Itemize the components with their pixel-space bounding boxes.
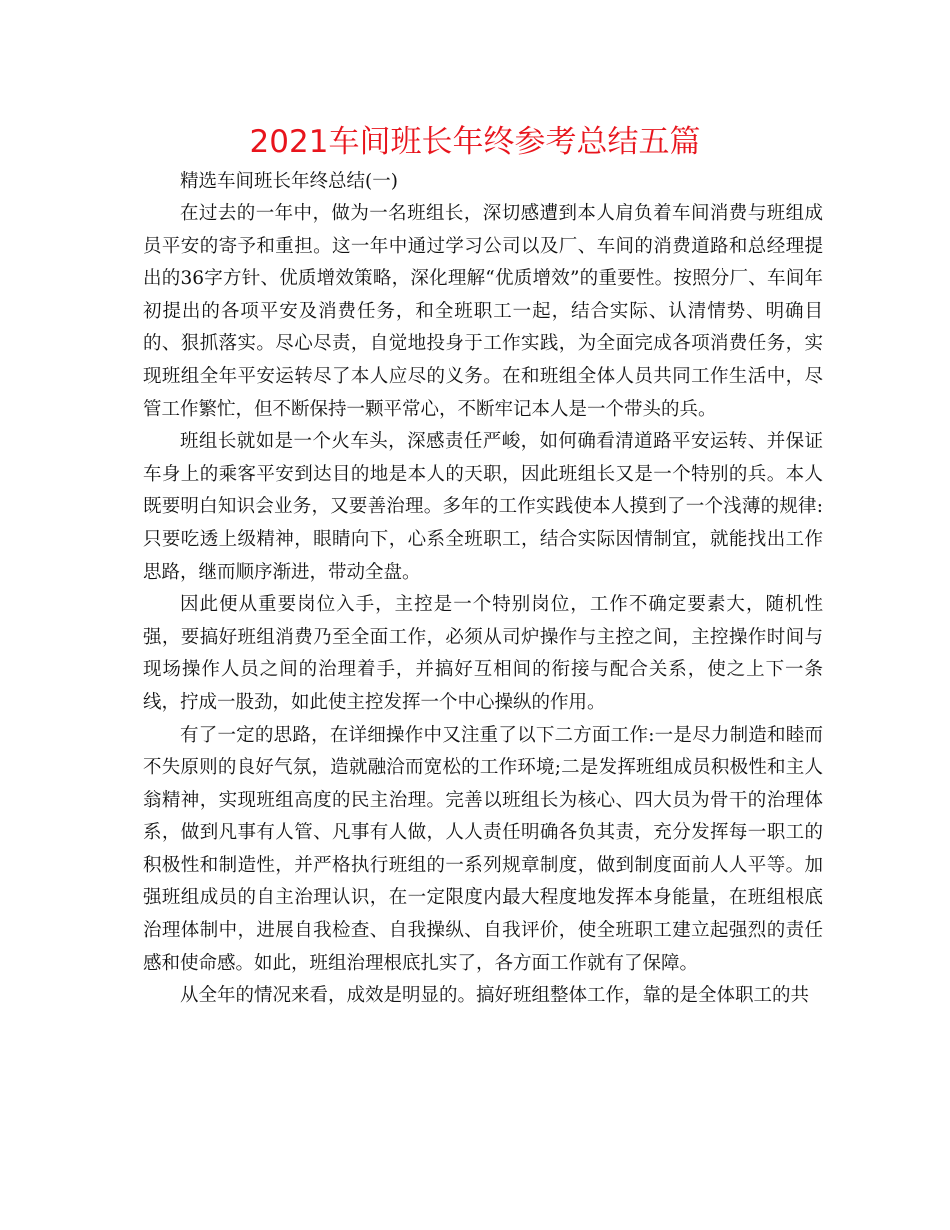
body-paragraph: 有了一定的思路，在详细操作中又注重了以下二方面工作:一是尽力制造和睦而不失原则的良好气氛，造就融洽而宽松的工作环境;二是发挥班组成员积极性和主人翁精神，实现班组高度的民主治理。完善以班组长为核心、四大员为骨干的治理体系，做到凡事有人管、凡事有人做，人人责任明确各负其责，充分发挥每一职工的积极性和制造性，并严格执行班组的一系列规章制度，做到制度面前人人平等。加强班组成员的自主治理认识，在一定限度内最大程度地发挥本身能量，在班组根底治理体制中，进展自我检查、自我操纵、自我评价，使全班职工建立起强烈的责任感和使命感。如此，班组治理根底扎实了，各方面工作就有了保障。 xyxy=(143,724,823,974)
body-paragraph: 从全年的情况来看，成效是明显的。搞好班组整体工作，靠的是全体职工的共 xyxy=(180,985,810,1007)
document-title: 2021车间班长年终参考总结五篇 xyxy=(249,124,701,160)
body-paragraph: 班组长就如是一个火车头，深感责任严峻，如何确看清道路平安运转、并保证车身上的乘客平安到达目的地是本人的天职，因此班组长又是一个特别的兵。本人既要明白知识会业务，又要善治理。多年的工作实践使本人摸到了一个浅薄的规律:只要吃透上级精神，眼睛向下，心系全班职工，结合实际因情制宜，就能找出工作思路，继而顺序渐进，带动全盘。 xyxy=(143,431,823,583)
section-subtitle: 精选车间班长年终总结(一) xyxy=(180,171,398,192)
body-paragraph: 在过去的一年中，做为一名班组长，深切感遭到本人肩负着车间消费与班组成员平安的寄予和重担。这一年中通过学习公司以及厂、车间的消费道路和总经理提出的36字方针、优质增效策略，深化理解“优质增效”的重要性。按照分厂、车间年初提出的各项平安及消费任务，和全班职工一起，结合实际、认清情势、明确目的、狠抓落实。尽心尽责，自觉地投身于工作实践，为全面完成各项消费任务，实现班组全年平安运转尽了本人应尽的义务。在和班组全体人员共同工作生活中，尽管工作繁忙，但不断保持一颗平常心，不断牢记本人是一个带头的兵。 xyxy=(143,203,823,420)
body-paragraph: 因此便从重要岗位入手，主控是一个特别岗位，工作不确定要素大，随机性强，要搞好班组消费乃至全面工作，必须从司炉操作与主控之间，主控操作时间与现场操作人员之间的治理着手，并搞好互相间的衔接与配合关系，使之上下一条线，拧成一股劲，如此使主控发挥一个中心操纵的作用。 xyxy=(143,594,823,713)
document-body xyxy=(143,198,823,1013)
